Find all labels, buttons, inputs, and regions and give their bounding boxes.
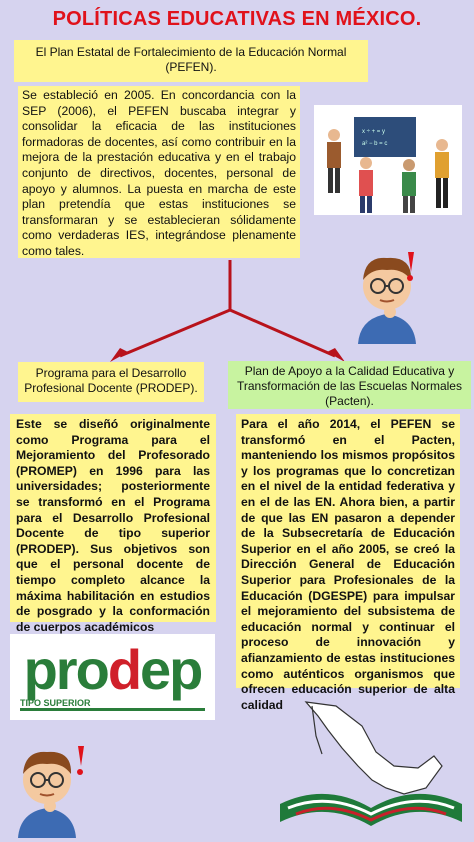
svg-text:a² − b = c: a² − b = c [362, 141, 388, 147]
logo-word-part-2: d [107, 638, 141, 701]
logo-wordmark [10, 640, 215, 700]
branch-arrows [100, 258, 350, 368]
prodep-logo [10, 634, 215, 720]
logo-underline [20, 708, 205, 711]
prodep-header: Programa para el Desarrollo Profesional Docente (PRODEP). [18, 362, 204, 402]
logo-subtitle: TIPO SUPERIOR [20, 698, 91, 708]
pacten-body: Para el año 2014, el PEFEN se transformó en el Pacten, manteniendo los mismos propósitos y los programas que lo concretizan en el nivel de la entidad federativa y en el de las EN. Ahora bien, a partir de que las EN pasaron a depender de la Subsecretaría de Educación Superior en el año 2005, se creó la Dirección General de Educación Superior para Profesionales de la Educación (DGESPE) para impulsar el mejoramiento del subsistema de educación normal y continuar el proceso de innovación y afianzamiento de estas instituciones como auténticos organismos que ofrecen educación superior de alta calidad [236, 414, 460, 688]
exclamation-icon [400, 250, 420, 284]
classroom-illustration [314, 105, 462, 215]
svg-text:x ÷ + = y: x ÷ + = y [362, 129, 385, 135]
page-title: POLÍTICAS EDUCATIVAS EN MÉXICO. [52, 8, 422, 30]
pefen-body: Se estableció en 2005. En concordancia con la SEP (2006), el PEFEN buscaba integrar y consolidar la eficacia de las instituciones formadoras de docentes, así como contribuir en la mejora de la prestación educativa y en el trabajo conjunto de directivos, docentes, personal de apoyo y alumnos. La puesta en marcha de este plan pretendía que estas instituciones se transformaran y se establecieran sólidamente como verdaderas IES, integrándose plenamente como tales. [18, 86, 300, 258]
pacten-header: Plan de Apoyo a la Calidad Educativa y Transformación de las Escuelas Normales (Pacten). [228, 361, 471, 409]
logo-word-part-1: pro [23, 638, 108, 701]
mexico-map-book [276, 696, 466, 836]
prodep-body: Este se diseñó originalmente como Programa para el Mejoramiento del Profesorado (PROMEP) en 1996 para las universidades; posteriormente se transformó en el Programa para el Desarrollo Profesional Docente de tipo superior (PRODEP). Sus objetivos son que el personal docente de tiempo completo alcance la máxima habilitación en estudios de posgrado y la conformación de cuerpos académicos [10, 414, 216, 622]
exclamation-icon-bottom [70, 744, 90, 778]
pefen-header: El Plan Estatal de Fortalecimiento de la Educación Normal (PEFEN). [14, 40, 368, 82]
logo-word-part-3: ep [140, 638, 202, 701]
